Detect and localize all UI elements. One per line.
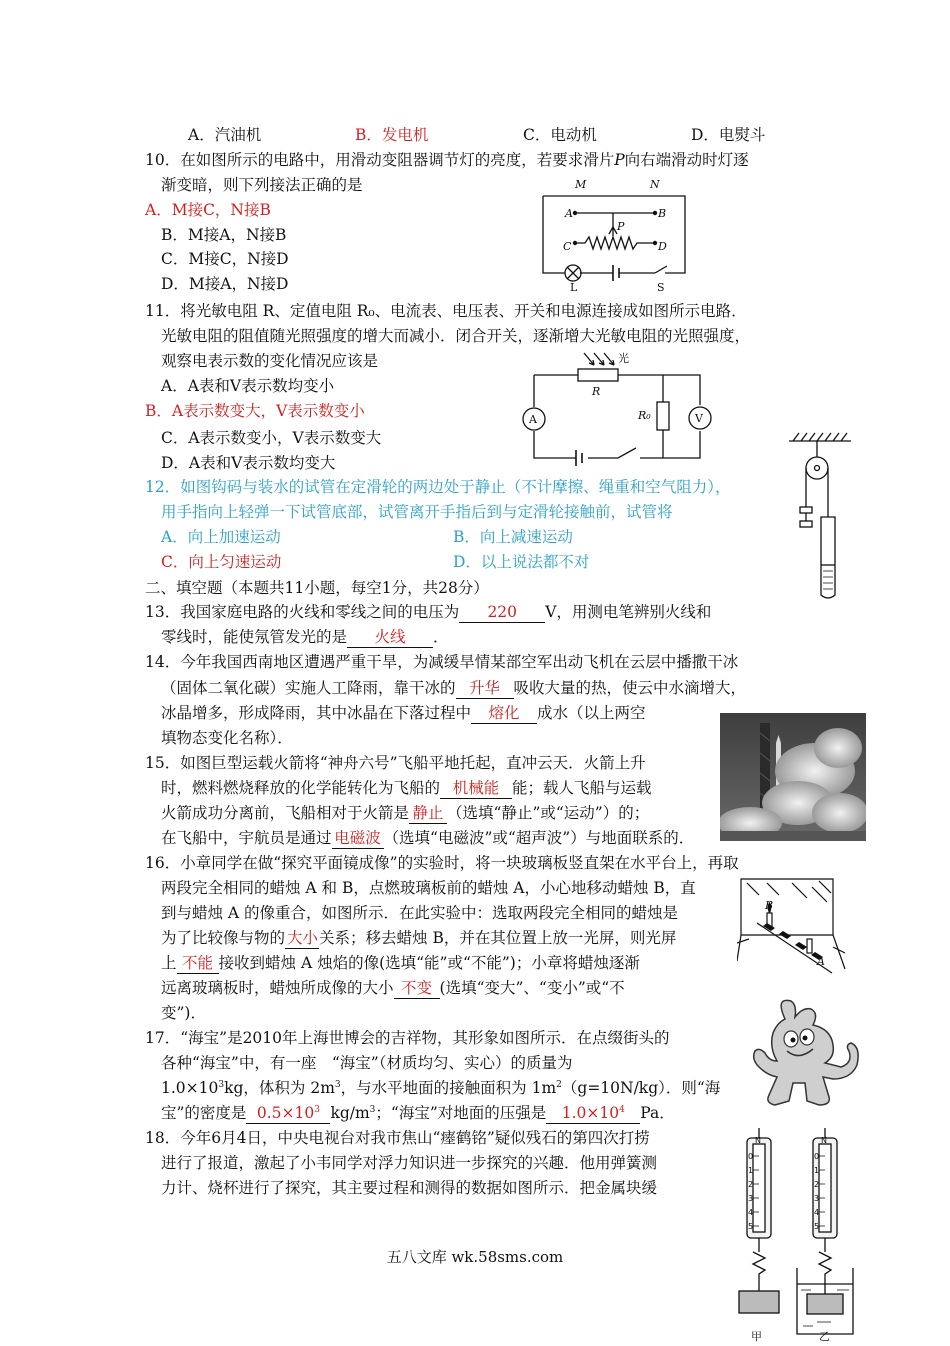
q11-stem-line3: 观察电表示数的变化情况应该是 (161, 352, 379, 370)
q15-answer-2: 静止 (412, 804, 444, 822)
q17-answer-1: $0.5\times 10^3$ (256, 1104, 320, 1122)
q10-label-a: A (565, 207, 573, 220)
q16-answer-3: 不变 (401, 979, 433, 997)
q11-option-d: D．A表和V表示数均变大 (161, 454, 336, 472)
q11-option-c: C．A表示数变小，V表示数变大 (161, 429, 382, 447)
q15-answer-1: 机械能 (452, 779, 500, 797)
q14-line4: 填物态变化名称）． (161, 729, 293, 747)
q16-line6: 远离玻璃板时，蜡烛所成像的大小 不变 (选填“变大”、“变小”或“不 (161, 979, 625, 997)
q18-right-tick-3: 3 (814, 1194, 820, 1203)
q18-label-yi: 乙 (819, 1330, 830, 1343)
q15-line2: 时，燃料燃烧释放的化学能转化为飞船的 机械能 能；载人飞船与运载 (161, 779, 652, 797)
q15-line1: 15．如图巨型运载火箭将“神舟六号”飞船平地托起，直冲云天．火箭上升 (145, 754, 646, 772)
q12-stem-line1: 12．如图钩码与装水的试管在定滑轮的两边处于静止（不计摩擦、绳重和空气阻力）， (145, 478, 731, 496)
q14-line1: 14．今年我国西南地区遭遇严重干旱，为减缓旱情某部空军出动飞机在云层中播撒干冰 (145, 653, 739, 671)
q18-left-tick-0: 0 (748, 1152, 754, 1161)
q15-answer-3: 电磁波 (334, 829, 381, 847)
q13-line2: 零线时，能使氖管发光的是 火线 ． (161, 628, 449, 646)
q17-line4: 宝”的密度是 $0.5\times 10^3$ $kg/m^3$；“海宝”对地面的压强是 $1.0\times 10^4$ Pa． (161, 1104, 675, 1122)
q10-option-b: B．M接A，N接B (161, 226, 287, 244)
q18-right-tick-0: 0 (814, 1152, 820, 1161)
q16-line3: 到与蜡烛 A 的像重合，如图所示．在此实验中：选取两段完全相同的蜡烛是 (161, 904, 679, 922)
q15-line4: 在飞船中，宇航员是通过 电磁波 （选填“电磁波”或“超声波”）与地面联系的． (161, 829, 695, 847)
q18-right-tick-5: 5 (814, 1222, 820, 1231)
q18-left-tick-5: 5 (748, 1222, 754, 1231)
q12-option-a: A．向上加速运动 (161, 528, 281, 546)
q10-label-b: B (658, 207, 667, 220)
q13-line1: 13．我国家庭电路的火线和零线之间的电压为 220 V，用测电笔辨别火线和 (145, 603, 712, 621)
q18-right-tick-1: 1 (814, 1166, 820, 1175)
q10-label-l: L (570, 281, 578, 293)
q11-stem-line1: 11．将光敏电阻 R、定值电阻 R₀、电流表、电压表、开关和电源连接成如图所示电路． (145, 302, 747, 320)
q16-answer-1: 大小 (287, 929, 319, 947)
q16-line2: 两段完全相同的蜡烛 A 和 B，点燃玻璃板前的蜡烛 A，小心地移动蜡烛 B，直 (161, 879, 696, 897)
q12-option-d: D．以上说法都不对 (453, 553, 590, 571)
q10-option-a: A．M接C，N接B (145, 201, 271, 219)
q14-answer-2: 熔化 (488, 704, 520, 722)
q13-answer-2: 火线 (374, 628, 406, 646)
q17-answer-2: $1.0\times 10^4$ (561, 1104, 625, 1122)
q16-plane-mirror-figure (737, 873, 849, 978)
q11-label-r: R (592, 385, 601, 398)
q16-line4: 为了比较像与物的 大小关系；移去蜡烛 B，并在其位置上放一光屏，则光屏 (161, 929, 677, 947)
q11-stem-line2: 光敏电阻的阻值随光照强度的增大而减小．闭合开关，逐渐增大光敏电阻的光照强度， (161, 327, 751, 345)
q18-left-unit-n: N (755, 1136, 761, 1145)
q12-option-b: B．向上减速运动 (453, 528, 573, 546)
haibao-mascot-image (745, 997, 863, 1107)
q18-label-jia: 甲 (751, 1330, 762, 1343)
q16-line5: 上 不能 接收到蜡烛 A 烛焰的像(选填“能”或“不能”)；小章将蜡烛逐渐 (161, 954, 640, 972)
q18-spring-scale-figure (733, 1126, 855, 1344)
q11-option-a: A．A表和V表示数均变小 (161, 377, 335, 395)
q11-voltmeter-label: V (695, 412, 703, 425)
q11-circuit-diagram (518, 350, 718, 468)
q17-line3: $1.0\times 10^3kg$，体积为 $2m^3$，与水平地面的接触面积为 $1m^2(g=10N/kg)$．则“海 (161, 1079, 721, 1097)
q10-stem-line1: 10．在如图所示的电路中，用滑动变阻器调节灯的亮度，若要求滑片P向右端滑动时灯逐 (145, 151, 749, 169)
q13-answer-1: 220 (487, 603, 518, 621)
q10-option-c: C．M接C，N接D (161, 250, 289, 268)
q9-option-c: C．电动机 (523, 126, 597, 144)
q16-candle-b-label: B (765, 899, 774, 912)
q16-answer-2: 不能 (182, 954, 214, 972)
q12-pulley-figure (785, 425, 857, 600)
q18-right-unit-n: N (821, 1136, 827, 1145)
q17-line1: 17．“海宝”是2010年上海世博会的吉祥物，其形象如图所示．在点缀街头的 (145, 1029, 670, 1047)
q10-label-s: S (657, 281, 665, 293)
q9-option-b: B．发电机 (355, 126, 429, 144)
rocket-launch-photo (720, 713, 866, 841)
q9-option-d: D．电熨斗 (691, 126, 766, 144)
section-2-heading: 二、填空题（本题共11小题，每空1分，共28分） (145, 579, 489, 597)
q10-label-n: N (650, 178, 660, 191)
q10-circuit-diagram (535, 178, 695, 293)
q10-stem-line2: 渐变暗，则下列接法正确的是 (161, 176, 363, 194)
q11-label-light: 光 (618, 352, 629, 365)
q18-right-tick-4: 4 (814, 1208, 820, 1217)
q10-label-c: C (563, 240, 572, 253)
q10-label-d: D (658, 240, 667, 253)
q18-left-tick-2: 2 (748, 1180, 754, 1189)
q11-ammeter-label: A (529, 413, 537, 426)
q10-label-m: M (575, 178, 587, 191)
q14-line2: （固体二氧化碳）实施人工降雨，靠干冰的 升华 吸收大量的热，使云中水滴增大， (161, 679, 747, 697)
q16-line7: 变”)． (161, 1004, 206, 1022)
q18-right-tick-2: 2 (814, 1180, 820, 1189)
q10-label-p: P (617, 220, 625, 233)
q10-option-d: D．M接A，N接D (161, 275, 289, 293)
q18-left-tick-4: 4 (748, 1208, 754, 1217)
q18-line2: 进行了报道，激起了小韦同学对浮力知识进一步探究的兴趣．他用弹簧测 (161, 1154, 658, 1172)
q18-line1: 18．今年6月4日，中央电视台对我市焦山“瘗鹤铭”疑似残石的第四次打捞 (145, 1129, 650, 1147)
page-footer: 五八文库 wk.58sms.com (386, 1248, 564, 1266)
q15-line3: 火箭成功分离前，飞船相对于火箭是 静止 （选填“静止”或“运动”）的； (161, 804, 650, 822)
q18-left-tick-1: 1 (748, 1166, 754, 1175)
q18-line3: 力计、烧杯进行了探究，其主要过程和测得的数据如图所示．把金属块缓 (161, 1179, 658, 1197)
q14-answer-1: 升华 (469, 679, 501, 697)
q18-left-tick-3: 3 (748, 1194, 754, 1203)
q12-stem-line2: 用手指向上轻弹一下试管底部，试管离开手指后到与定滑轮接触前，试管将 (161, 503, 673, 521)
q12-option-c: C．向上匀速运动 (161, 553, 282, 571)
q16-candle-a-label: A (817, 955, 825, 968)
q14-line3: 冰晶增多，形成降雨，其中冰晶在下落过程中 熔化 成水（以上两空 (161, 704, 646, 722)
q16-line1: 16．小章同学在做“探究平面镜成像”的实验时，将一块玻璃板竖直架在水平台上，再取 (145, 854, 739, 872)
q11-option-b: B．A表示数变大，V表示数变小 (145, 402, 365, 420)
q17-line2: 各种“海宝”中，有一座 “海宝”（材质均匀、实心）的质量为 (161, 1054, 573, 1072)
q11-label-r0: R₀ (638, 409, 651, 422)
q9-option-a: A．汽油机 (188, 126, 262, 144)
